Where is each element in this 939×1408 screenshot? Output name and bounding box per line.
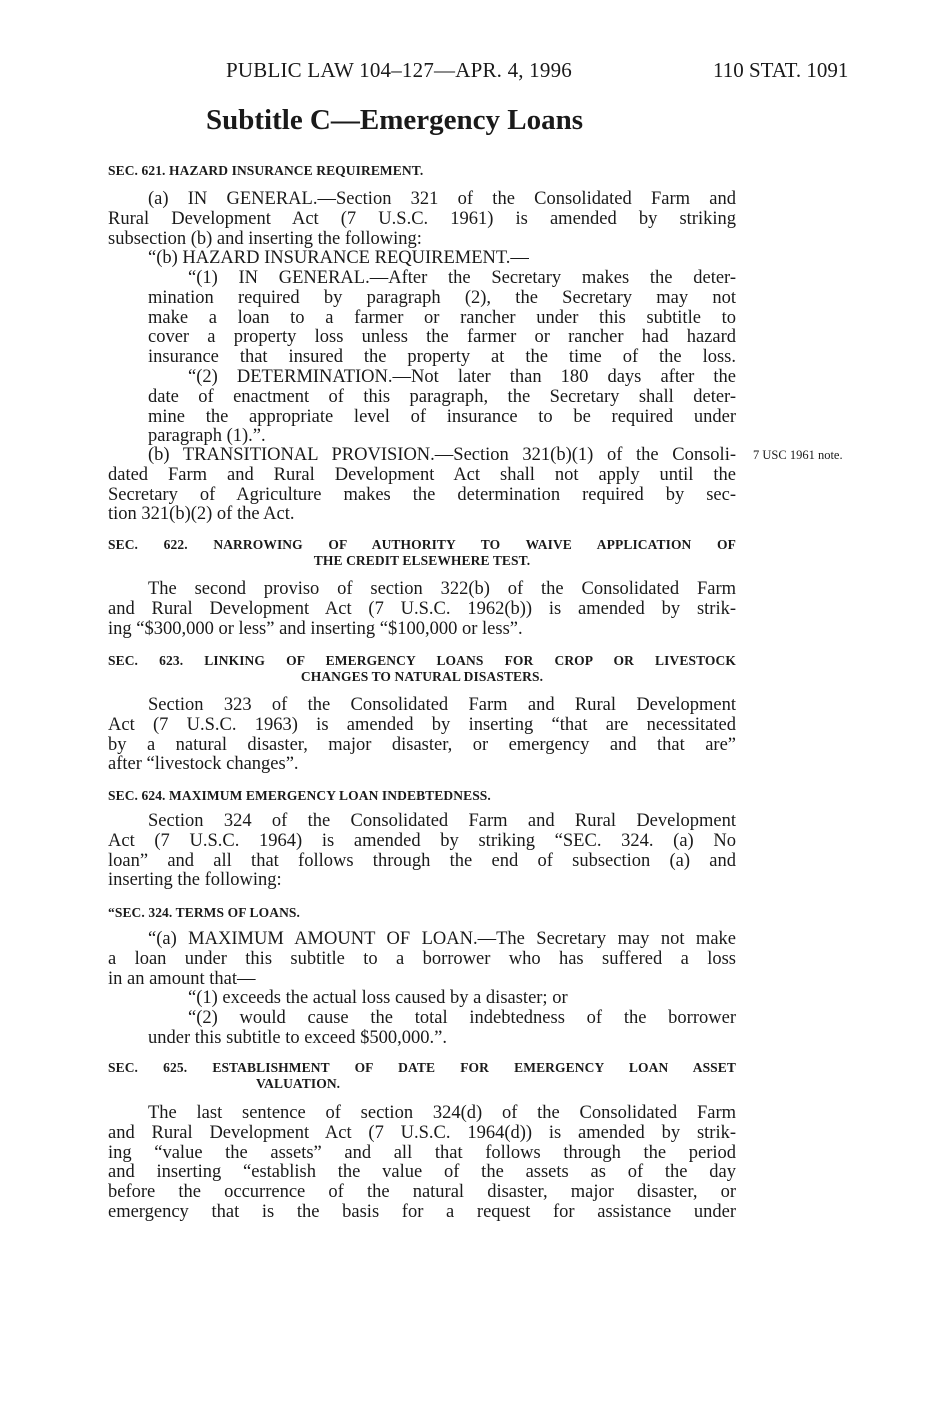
text-line: ing “value the assets” and all that follows through the period bbox=[108, 1142, 736, 1163]
text-line: before the occurrence of the natural disaster, major disaster, or bbox=[108, 1182, 736, 1203]
running-header-page: 110 STAT. 1091 bbox=[713, 58, 849, 82]
text-line: Section 324 of the Consolidated Farm and Rural Development bbox=[148, 811, 736, 831]
text-line: under this subtitle to exceed $500,000.”. bbox=[148, 1027, 448, 1048]
sec-624-heading: SEC. 624. MAXIMUM EMERGENCY LOAN INDEBTEDNESS. bbox=[108, 788, 491, 803]
text-line: and Rural Development Act (7 U.S.C. 1964(d)) is amended by strik- bbox=[108, 1122, 736, 1143]
text-line: after “livestock changes”. bbox=[108, 754, 299, 775]
heading-line: SEC. 625. ESTABLISHMENT OF DATE FOR EMERGENCY LOAN ASSET bbox=[108, 1060, 736, 1075]
text-line: “(2) DETERMINATION.—Not later than 180 days after the bbox=[188, 367, 736, 387]
text-line: and Rural Development Act (7 U.S.C. 1962(b)) is amended by strik- bbox=[108, 598, 736, 619]
text-line: Act (7 U.S.C. 1963) is amended by inserting “that are necessitated bbox=[108, 714, 736, 735]
sec-625-body bbox=[108, 1104, 736, 1223]
quoted-sec-324-subsection-a bbox=[108, 930, 736, 1049]
subtitle-heading: Subtitle C—Emergency Loans bbox=[206, 104, 583, 136]
text-line: (b) TRANSITIONAL PROVISION.—Section 321(b)(1) of the Consoli- bbox=[148, 445, 736, 465]
text-line: “(1) IN GENERAL.—After the Secretary makes the deter- bbox=[188, 268, 736, 288]
text-line: emergency that is the basis for a request for assistance under bbox=[108, 1201, 736, 1222]
text-line: ing “$300,000 or less” and inserting “$100,000 or less”. bbox=[108, 618, 523, 639]
text-line: insurance that insured the property at the time of the loss. bbox=[148, 347, 736, 368]
sec-621-paragraph-2 bbox=[108, 368, 736, 447]
text-line: (a) IN GENERAL.—Section 321 of the Consolidated Farm and bbox=[148, 189, 736, 209]
text-line: Section 323 of the Consolidated Farm and Rural Development bbox=[148, 695, 736, 715]
text-line: paragraph (1).”. bbox=[148, 426, 266, 447]
text-line: dated Farm and Rural Development Act shall not apply until the bbox=[108, 464, 736, 485]
text-line: The second proviso of section 322(b) of the Consolidated Farm bbox=[148, 579, 736, 599]
text-line: “(1) exceeds the actual loss caused by a disaster; or bbox=[188, 988, 568, 1009]
text-line: “(a) MAXIMUM AMOUNT OF LOAN.—The Secretary may not make bbox=[148, 929, 736, 949]
text-line: Secretary of Agriculture makes the determination required by sec- bbox=[108, 484, 736, 505]
sec-625-heading bbox=[108, 1060, 736, 1092]
text-line: mine the appropriate level of insurance to be required under bbox=[148, 406, 736, 427]
text-line: subsection (b) and inserting the following: bbox=[108, 228, 422, 249]
text-line: mination required by paragraph (2), the Secretary may not bbox=[148, 287, 736, 308]
heading-line: THE CREDIT ELSEWHERE TEST. bbox=[313, 553, 531, 568]
text-line: The last sentence of section 324(d) of the Consolidated Farm bbox=[148, 1103, 736, 1123]
text-line: Act (7 U.S.C. 1964) is amended by striking “SEC. 324. (a) No bbox=[108, 830, 736, 851]
heading-line: SEC. 622. NARROWING OF AUTHORITY TO WAIVE APPLICATION OF bbox=[108, 537, 736, 552]
heading-line: SEC. 623. LINKING OF EMERGENCY LOANS FOR CROP OR LIVESTOCK bbox=[108, 653, 736, 668]
text-line: tion 321(b)(2) of the Act. bbox=[108, 504, 295, 525]
quoted-sec-324-heading: “SEC. 324. TERMS OF LOANS. bbox=[108, 905, 301, 920]
margin-note: 7 USC 1961 note. bbox=[753, 448, 843, 462]
quoted-subsection-heading: “(b) HAZARD INSURANCE REQUIREMENT.— bbox=[148, 248, 529, 269]
sec-623-heading bbox=[108, 653, 736, 685]
text-line: loan” and all that follows through the end of subsection (a) and bbox=[108, 850, 736, 871]
text-line: “(2) would cause the total indebtedness of the borrower bbox=[188, 1008, 736, 1029]
text-line: cover a property loss unless the farmer or rancher had hazard bbox=[148, 327, 736, 348]
text-line: and inserting “establish the value of the assets as of the day bbox=[108, 1162, 736, 1183]
sec-623-body bbox=[108, 696, 736, 775]
text-line: Rural Development Act (7 U.S.C. 1961) is amended by striking bbox=[108, 208, 736, 229]
running-header-law: PUBLIC LAW 104–127—APR. 4, 1996 bbox=[226, 58, 572, 82]
heading-line: CHANGES TO NATURAL DISASTERS. bbox=[300, 669, 544, 684]
text-line: date of enactment of this paragraph, the Secretary shall deter- bbox=[148, 386, 736, 407]
text-line: make a loan to a farmer or rancher under this subtitle to bbox=[148, 307, 736, 328]
text-line: inserting the following: bbox=[108, 870, 282, 891]
text-line: by a natural disaster, major disaster, or emergency and that are” bbox=[108, 734, 736, 755]
sec-624-body bbox=[108, 812, 736, 891]
sec-621-paragraph-1 bbox=[108, 269, 736, 368]
sec-622-body bbox=[108, 580, 736, 639]
text-line: in an amount that— bbox=[108, 968, 256, 989]
text-line: a loan under this subtitle to a borrower who has suffered a loss bbox=[108, 948, 736, 969]
sec-621-subsection-a bbox=[108, 190, 736, 269]
heading-line: VALUATION. bbox=[256, 1076, 341, 1091]
sec-622-heading bbox=[108, 537, 736, 569]
sec-621-heading: SEC. 621. HAZARD INSURANCE REQUIREMENT. bbox=[108, 163, 424, 178]
sec-621-subsection-b bbox=[108, 446, 736, 525]
